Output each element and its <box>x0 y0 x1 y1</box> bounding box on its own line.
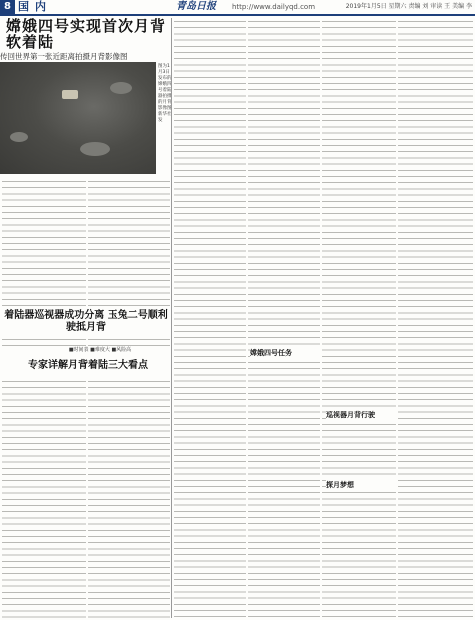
paper-logo: 青岛日报 <box>176 1 216 12</box>
page-header <box>0 0 475 14</box>
story3-body-col-1 <box>2 378 86 618</box>
body-col-5 <box>322 18 396 618</box>
story3-headline: 专家详解月背着陆三大看点 <box>28 360 148 371</box>
photo-rock <box>10 132 28 142</box>
lead-body-col-1 <box>2 178 86 306</box>
header-rule <box>0 14 475 16</box>
column-divider <box>171 18 172 618</box>
lead-body-col-2 <box>88 178 170 306</box>
side-headline-c: 探月梦想 <box>326 480 396 489</box>
lead-headline: 嫦娥四号实现首次月背软着陆 <box>6 17 167 51</box>
photo-rock <box>110 82 132 94</box>
side-headline-b: 巡视器月背行驶 <box>326 410 396 419</box>
photo-rock <box>80 142 110 156</box>
side-headline-a: 嫦娥四号任务 <box>250 348 320 357</box>
photo-caption: 图为1月3日发布的嫦娥四号着陆器拍摄的月背影像图 新华社发 <box>158 64 172 123</box>
moon-photo <box>0 62 156 174</box>
story2-headline: 着陆器巡视器成功分离 玉兔二号顺利驶抵月背 <box>4 310 168 333</box>
body-col-6 <box>398 18 473 618</box>
story3-tags: ■时间表 ■难度大 ■风险高 <box>68 347 132 353</box>
section-title: 国内 <box>18 0 52 13</box>
body-col-4 <box>248 18 320 618</box>
date-line: 2019年1月5日 星期六 责编 刘 审读 王 美编 李 <box>345 3 472 10</box>
story3-body-col-2 <box>88 378 170 618</box>
lead-subhead: 传回世界第一张近距离拍摄月背影像图 <box>0 52 128 61</box>
body-col-3 <box>174 18 246 618</box>
rover-shape <box>62 90 78 99</box>
page-number: 8 <box>0 0 15 14</box>
site-url[interactable]: http://www.dailyqd.com <box>232 3 316 11</box>
